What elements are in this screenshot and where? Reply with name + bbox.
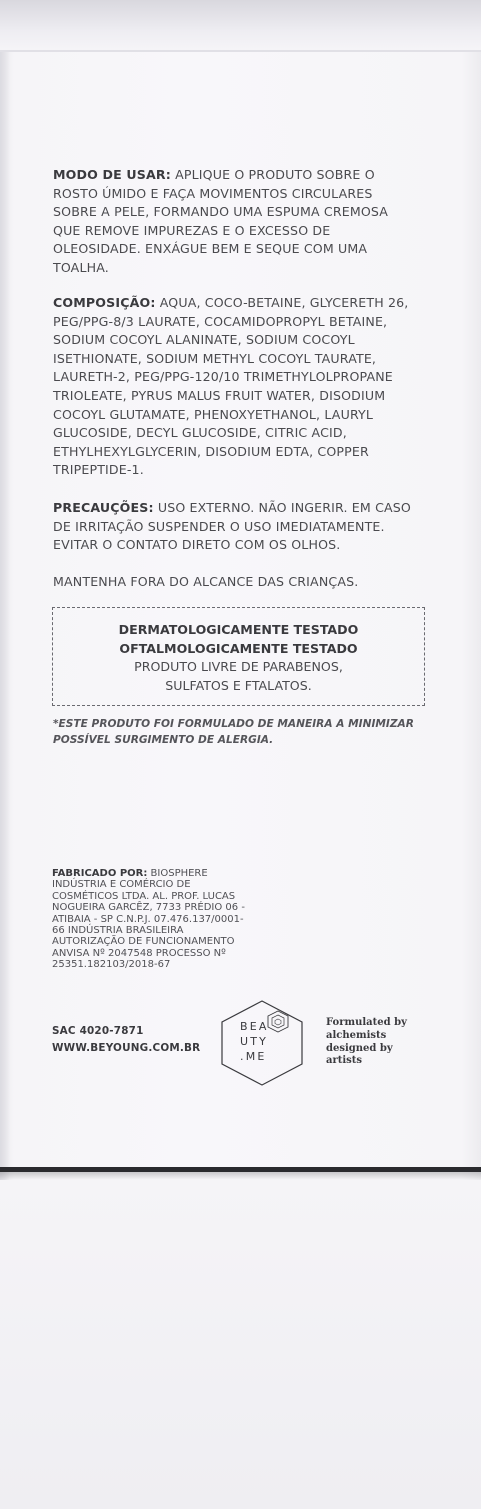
composition-text: AQUA, COCO-BETAINE, GLYCERETH 26, PEG/PPG-8/3 LAURATE, COCAMIDOPROPYL BETAINE, SODIUM COCOYL ALANINATE, SODIUM COCOYL ISETHIONATE, SODIUM METHYL COCOYL TAURATE, LAURETH-2, PEG/PPG-120/10 TRIMETHYLOLPROPANE TRIOLEATE, PYRUS MALUS FRUIT WATER, DISODIUM COCOYL GLUTAMATE, PHENOXYETHANOL, LAURYL GLUCOSIDE, DECYL GLUCOSIDE, CITRIC ACID, ETHYLHEXYLGLYCERIN, DISODIUM EDTA, COPPER TRIPEPTIDE-1. bbox=[53, 295, 409, 478]
precautions-label: PRECAUÇÕES: bbox=[53, 500, 154, 515]
package-top-fold bbox=[0, 50, 481, 52]
ophthalmologically-tested: OFTALMOLOGICAMENTE TESTADO bbox=[119, 640, 358, 656]
package-bottom-section bbox=[0, 1180, 481, 1509]
allergy-note: *ESTE PRODUTO FOI FORMULADO DE MANEIRA A MINIMIZAR POSSÍVEL SURGIMENTO DE ALERGIA. bbox=[53, 718, 414, 746]
free-from-claim: PRODUTO LIVRE DE PARABENOS, SULFATOS E FTALATOS. bbox=[134, 659, 343, 693]
composition-label: COMPOSIÇÃO: bbox=[53, 295, 156, 310]
composition bbox=[53, 294, 413, 480]
usage-instructions bbox=[53, 166, 413, 278]
logo-text-line3: .ME bbox=[240, 1050, 267, 1063]
website-url: WWW.BEYOUNG.COM.BR bbox=[52, 1042, 201, 1054]
logo-text-line1: BEA bbox=[240, 1020, 269, 1033]
package-top-edge bbox=[0, 0, 481, 52]
manufacturer-text: BIOSPHERE INDÚSTRIA E COMÉRCIO DE COSMÉTICOS LTDA. AL. PROF. LUCAS NOGUEIRA GARCÊZ, 7733 PRÉDIO 06 - ATIBAIA - SP C.N.P.J. 07.476.137/0001-66 INDÚSTRIA BRASILEIRA AUTORIZAÇÃO DE FUNCIONAMENTO ANVISA Nº 2047548 PROCESSO Nº 25351.182103/2018-67 bbox=[52, 868, 245, 971]
dark-band-shadow bbox=[0, 1172, 481, 1180]
manufacturer-label: FABRICADO POR: bbox=[52, 868, 148, 879]
precautions bbox=[53, 499, 413, 555]
precautions-text: USO EXTERNO. NÃO INGERIR. EM CASO DE IRRITAÇÃO SUSPENDER O USO IMEDIATAMENTE. EVITAR O CONTATO DIRETO COM OS OLHOS. bbox=[53, 500, 411, 553]
dermatologically-tested: DERMATOLOGICAMENTE TESTADO bbox=[118, 622, 359, 637]
tested-claims-box bbox=[52, 607, 425, 706]
keep-away-warning: MANTENHA FORA DO ALCANCE DAS CRIANÇAS. bbox=[53, 574, 359, 589]
usage-label: MODO DE USAR: bbox=[53, 167, 171, 182]
customer-service-phone: SAC 4020-7871 bbox=[52, 1025, 144, 1037]
brand-tagline: Formulated by alchemists designed by artists bbox=[326, 1017, 407, 1067]
usage-text: APLIQUE O PRODUTO SOBRE O ROSTO ÚMIDO E FAÇA MOVIMENTOS CIRCULARES SOBRE A PELE, FORMANDO UMA ESPUMA CREMOSA QUE REMOVE IMPUREZAS E O EXCESSO DE OLEOSIDADE. ENXÁGUE BEM E SEQUE COM UMA TOALHA. bbox=[53, 167, 389, 275]
logo-text-line2: UTY bbox=[240, 1035, 269, 1048]
manufacturer-info bbox=[52, 868, 252, 971]
